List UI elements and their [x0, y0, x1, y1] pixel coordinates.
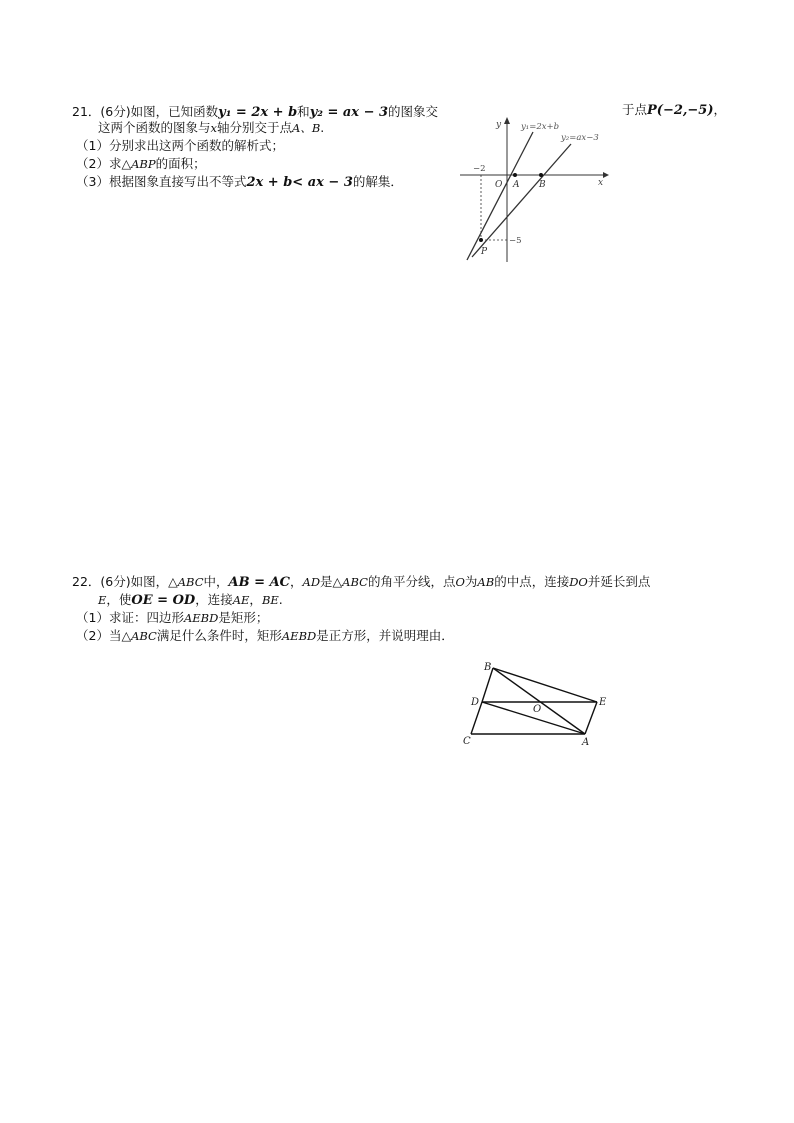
label-y-axis: y	[496, 120, 502, 130]
q22-text: ，连接	[195, 592, 233, 607]
label-line1: y₁=2x+b	[521, 122, 560, 132]
point-P	[479, 238, 483, 242]
q21-var: A、B	[292, 121, 321, 135]
q22-var: ABC	[177, 575, 204, 589]
label-D: D	[471, 697, 480, 708]
seg-BD	[482, 668, 493, 702]
q22-var: AEBD	[183, 611, 219, 625]
q22-text: 是△	[320, 574, 343, 589]
q22-var: E	[98, 593, 107, 607]
q22-number: 22．	[72, 574, 101, 589]
q22-text: （1）求证：四边形	[76, 610, 184, 625]
q21-point: P(−2,−5)	[647, 103, 714, 118]
point-B	[539, 173, 543, 177]
q21-number: 21．	[72, 104, 101, 119]
q21-text: 轴分别交于点	[217, 120, 293, 135]
q21-text: 和	[297, 104, 310, 119]
seg-EA	[585, 702, 597, 734]
label-C: C	[463, 736, 471, 747]
q22-var: ABC	[342, 575, 368, 589]
q22-var: AE	[232, 593, 250, 607]
q22-text: .	[278, 592, 283, 607]
tick-label-y: −5	[509, 236, 522, 246]
q21-part-2	[76, 156, 206, 172]
q21-score: (6分)	[100, 104, 131, 119]
q22-text: 为	[464, 574, 478, 589]
q22-var: ABC	[131, 629, 157, 643]
q21-var: ABP	[131, 157, 156, 171]
q21-text: 的面积；	[155, 156, 206, 171]
label-E: E	[599, 697, 607, 708]
line-y1	[467, 132, 533, 260]
q21-text: （2）求△	[76, 156, 132, 171]
q21-text: 的图象交	[388, 104, 439, 119]
q21-eq1: y₁ = 2x + b	[218, 105, 298, 120]
q21-text: 于点	[622, 102, 648, 117]
q21-text: （3）根据图象直接写出不等式	[76, 174, 247, 189]
label-O: O	[533, 704, 542, 715]
point-A	[513, 173, 517, 177]
q21-text: ，	[713, 102, 727, 117]
q22-eq1: AB = AC	[228, 575, 290, 590]
label-origin: O	[495, 180, 503, 190]
q21-figure	[455, 112, 615, 267]
q21-line-1	[72, 104, 438, 121]
q21-var: x	[210, 121, 218, 135]
q22-text: 是正方形，并说明理由．	[316, 628, 454, 643]
q22-var: O	[455, 575, 465, 589]
q22-eq2: OE = OD	[131, 593, 196, 608]
q22-figure	[460, 658, 610, 750]
seg-BE	[493, 668, 597, 702]
q22-part-2	[76, 628, 454, 644]
q22-var: AB	[477, 575, 495, 589]
q21-part-1: （1）分别求出这两个函数的解析式；	[76, 138, 284, 153]
q22-var: BE	[261, 593, 279, 607]
q21-line-2	[98, 120, 324, 136]
q21-eq2: y₂ = ax − 3	[309, 105, 389, 120]
label-A: A	[582, 737, 590, 748]
q22-var: AEBD	[281, 629, 317, 643]
q22-text: ，	[249, 592, 262, 607]
q21-text: 如图，已知函数	[130, 104, 219, 119]
y-axis-arrow	[504, 117, 510, 124]
seg-BA	[493, 668, 585, 734]
label-A: A	[513, 180, 520, 190]
q22-text: （2）当△	[76, 628, 132, 643]
label-B: B	[484, 662, 492, 673]
q22-text: 是矩形；	[218, 610, 269, 625]
q22-line-1	[72, 574, 650, 591]
q22-text: 满足什么条件时，矩形	[156, 628, 282, 643]
label-x-axis: x	[598, 178, 604, 188]
q22-part-1	[76, 610, 268, 626]
q21-inequality: 2x + b< ax − 3	[246, 175, 353, 190]
q22-line-2	[98, 592, 283, 609]
label-line2: y₂=ax−3	[561, 133, 599, 143]
q21-line-1-end	[622, 102, 726, 119]
q22-text: 中，	[203, 574, 229, 589]
q22-text: 如图，△	[130, 574, 178, 589]
q21-text: 这两个函数的图象与	[98, 120, 211, 135]
q22-text: 并延长到点	[587, 574, 651, 589]
label-B: B	[539, 180, 546, 190]
tick-label-x: −2	[473, 164, 486, 174]
q21-text: .	[320, 120, 325, 135]
q22-var: AD	[302, 575, 321, 589]
q22-text: ，	[290, 574, 303, 589]
q21-part-3	[76, 174, 403, 191]
q22-text: 的中点，连接	[494, 574, 570, 589]
q21-text: 的解集．	[352, 174, 403, 189]
label-P: P	[481, 247, 488, 257]
q22-var: DO	[569, 575, 588, 589]
q22-text: 的角平分线，点	[367, 574, 456, 589]
x-axis-arrow	[603, 172, 609, 178]
q22-score: (6分)	[100, 574, 131, 589]
q22-text: ，使	[106, 592, 132, 607]
